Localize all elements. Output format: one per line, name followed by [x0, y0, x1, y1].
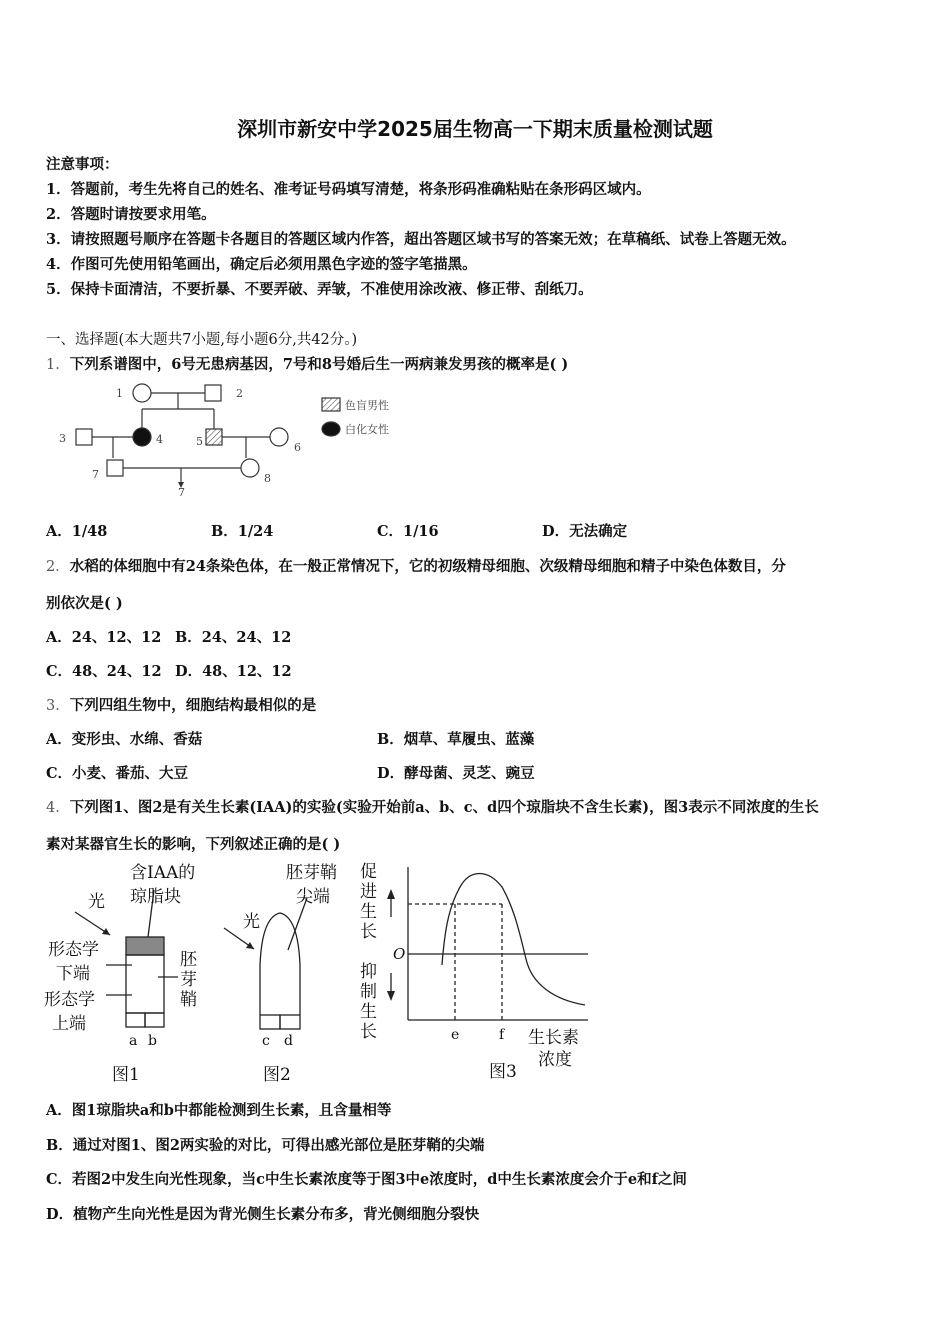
pedigree-label: 4 — [156, 433, 163, 446]
fig3-xlabel: 生长素 — [528, 1028, 579, 1048]
question-text: 水稻的体细胞中有24条染色体，在一般正常情况下，它的初级精母细胞、次级精母细胞和精子中染色体数目，分 — [69, 558, 786, 575]
q1-option-c[interactable]: C．1/16 — [377, 523, 439, 540]
fig3-inhibit: 长 — [360, 1022, 377, 1042]
question-text: 下列四组生物中，细胞结构最相似的是 — [69, 697, 317, 714]
pedigree-label: 5 — [196, 435, 203, 448]
pedigree-individual-7 — [107, 460, 123, 476]
pedigree-individual-6 — [270, 428, 288, 446]
pedigree-label: 2 — [236, 387, 243, 400]
pedigree-individual-8 — [241, 459, 259, 477]
q2-option-a[interactable]: A．24、12、12 — [46, 629, 162, 646]
question-number: 1． — [46, 357, 70, 373]
question-text: 下列系谱图中，6号无患病基因，7号和8号婚后生一两病兼发男孩的概率是( ) — [69, 356, 569, 373]
question-3 — [46, 694, 316, 715]
q4-option-c[interactable]: C．若图2中发生向光性现象，当c中生长素浓度等于图3中e浓度时，d中生长素浓度会介于e和f之间 — [46, 1171, 687, 1188]
q2-option-c[interactable]: C．48、24、12 — [46, 663, 162, 680]
dose-response-curve — [442, 874, 585, 1006]
agar-block-a — [126, 1013, 145, 1027]
pedigree-individual-1 — [133, 384, 151, 402]
pedigree-label: 6 — [294, 441, 301, 454]
fig3-inhibit: 生 — [360, 1002, 377, 1022]
q3-option-a[interactable]: A．变形虫、水绵、香菇 — [46, 731, 203, 748]
fig3-promote: 生 — [360, 902, 377, 922]
fig1-coleoptile-label: 胚 — [180, 950, 197, 970]
notice-item: 5．保持卡面清洁，不要折暴、不要弄破、弄皱，不准使用涂改液、修正带、刮纸刀。 — [46, 281, 593, 298]
agar-block-d — [280, 1015, 300, 1029]
q1-option-b[interactable]: B．1/24 — [211, 523, 274, 540]
agar-block-c — [260, 1015, 280, 1029]
fig1-morph-upper: 上端 — [52, 1014, 86, 1034]
notice-item: 4．作图可先使用铅笔画出，确定后必须用黑色字迹的签字笔描黑。 — [46, 256, 477, 273]
legend-female-label: 白化女性 — [345, 423, 389, 436]
q2-option-b[interactable]: B．24、24、12 — [175, 629, 292, 646]
notice-item: 3．请按照题号顺序在答题卡各题目的答题区域内作答，超出答题区域书写的答案无效；在草稿纸、试卷上答题无效。 — [46, 231, 796, 248]
label-b: b — [148, 1033, 157, 1049]
q3-option-b[interactable]: B．烟草、草履虫、蓝藻 — [377, 731, 535, 748]
legend-hatched-square — [322, 398, 340, 411]
fig3-origin: O — [393, 945, 406, 963]
pedigree-individual-3 — [76, 429, 92, 445]
fig2-tip-label: 胚芽鞘 — [286, 863, 337, 883]
fig3-promote: 长 — [360, 922, 377, 942]
coleoptile-segment — [126, 955, 164, 1013]
pedigree-individual-5 — [206, 429, 222, 445]
fig1-coleoptile-label: 芽 — [180, 970, 197, 990]
fig1-block-label: 琼脂块 — [130, 887, 181, 907]
q1-option-a[interactable]: A．1/48 — [46, 523, 108, 540]
question-number: 2． — [46, 559, 70, 575]
fig1-morph-lower: 形态学 — [48, 940, 99, 960]
pedigree-label: 8 — [264, 472, 271, 485]
question-text-cont: 别依次是( ) — [46, 595, 123, 612]
legend-filled-circle — [322, 422, 340, 436]
coleoptile-with-tip — [260, 913, 300, 1015]
fig3-promote: 进 — [360, 882, 377, 902]
fig1-block-label: 含IAA的 — [130, 863, 196, 883]
q4-option-d[interactable]: D．植物产生向光性是因为背光侧生长素分布多，背光侧细胞分裂快 — [46, 1206, 480, 1223]
q2-option-d[interactable]: D．48、12、12 — [175, 663, 292, 680]
fig1-morph-lower: 下端 — [56, 964, 90, 984]
question-1 — [46, 353, 568, 374]
label-e: e — [451, 1027, 460, 1043]
fig3-promote: 促 — [360, 862, 377, 882]
label-c: c — [262, 1033, 270, 1049]
legend-male-label: 色盲男性 — [345, 399, 389, 412]
question-text-cont: 素对某器官生长的影响，下列叙述正确的是( ) — [46, 836, 341, 853]
pedigree-individual-2 — [205, 385, 221, 401]
iaa-agar-block — [126, 937, 164, 955]
notice-heading: 注意事项： — [46, 156, 119, 173]
fig2-tip-label: 尖端 — [296, 887, 330, 907]
fig2-caption: 图2 — [263, 1065, 291, 1085]
question-text: 下列图1、图2是有关生长素(IAA)的实验(实验开始前a、b、c、d四个琼脂块不含生长素)，图3表示不同浓度的生长 — [69, 799, 819, 816]
pedigree-label: 3 — [59, 432, 66, 445]
q4-option-b[interactable]: B．通过对图1、图2两实验的对比，可得出感光部位是胚芽鞘的尖端 — [46, 1137, 485, 1154]
label-d: d — [284, 1033, 293, 1049]
fig1-morph-upper: 形态学 — [44, 990, 95, 1010]
label-a: a — [129, 1033, 138, 1049]
q3-option-c[interactable]: C．小麦、番茄、大豆 — [46, 765, 189, 782]
fig1-coleoptile-label: 鞘 — [180, 990, 197, 1010]
pedigree-label: 7 — [178, 486, 185, 499]
pedigree-chart — [50, 380, 430, 500]
question-number: 4． — [46, 800, 70, 816]
page-title: 深圳市新安中学2025届生物高一下期末质量检测试题 — [237, 117, 713, 141]
pedigree-label: 1 — [116, 387, 123, 400]
pedigree-individual-4 — [133, 428, 151, 446]
q4-option-a[interactable]: A．图1琼脂块a和b中都能检测到生长素，且含量相等 — [46, 1102, 392, 1119]
q3-option-d[interactable]: D．酵母菌、灵芝、豌豆 — [377, 765, 535, 782]
notice-item: 1．答题前，考生先将自己的姓名、准考证号码填写清楚，将条形码准确粘贴在条形码区域内。 — [46, 181, 651, 198]
fig1-light-label: 光 — [88, 892, 105, 912]
section-heading: 一、选择题(本大题共7小题,每小题6分,共42分。) — [46, 332, 358, 348]
question-4 — [46, 796, 819, 817]
fig3-caption: 图3 — [489, 1062, 517, 1082]
question-number: 3． — [46, 698, 70, 714]
fig3-inhibit: 抑 — [360, 962, 377, 982]
pedigree-label: 7 — [92, 468, 99, 481]
fig3-xlabel: 浓度 — [538, 1050, 572, 1070]
agar-block-b — [145, 1013, 164, 1027]
notice-item: 2．答题时请按要求用笔。 — [46, 206, 216, 223]
fig1-caption: 图1 — [112, 1065, 140, 1085]
question-2 — [46, 555, 786, 576]
fig3-inhibit: 制 — [360, 982, 377, 1002]
auxin-figures — [40, 855, 600, 1090]
q1-option-d[interactable]: D．无法确定 — [542, 523, 628, 540]
label-f: f — [499, 1027, 505, 1043]
fig2-light-label: 光 — [243, 912, 260, 932]
